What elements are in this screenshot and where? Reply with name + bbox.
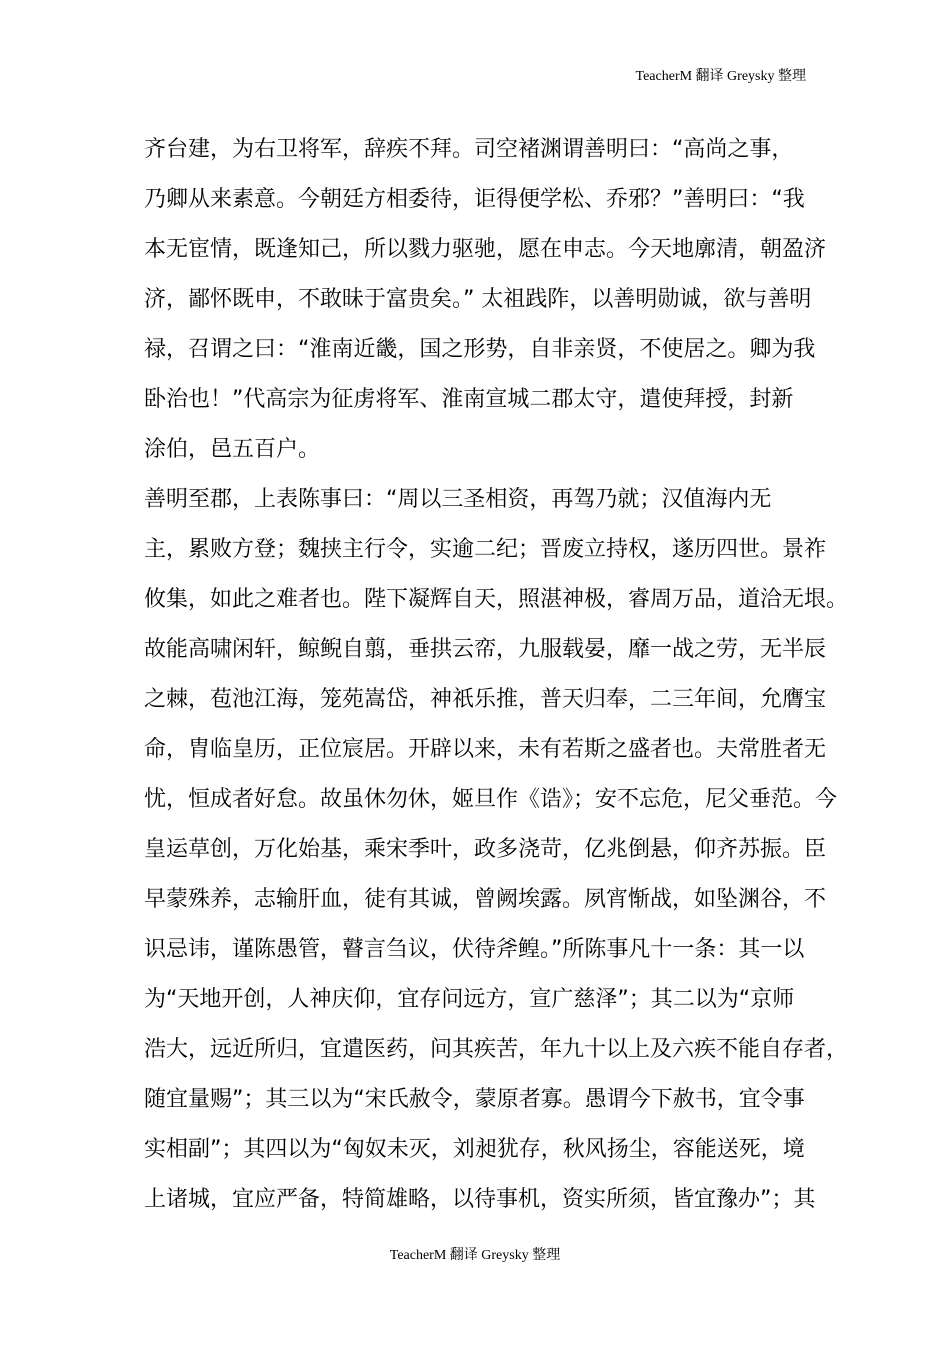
- text-line: 实相副”；其四以为“匈奴未灭，刘昶犹存，秋风扬尘，容能送死，境: [144, 1137, 805, 1162]
- text-line: 乃卿从来素意。今朝廷方相委待，讵得便学松、乔邪？”善明曰：“我: [144, 187, 805, 212]
- text-line: 主，累败方登；魏挟主行令，实逾二纪；晋废立持权，遂历四世。景祚: [144, 537, 827, 562]
- page-footer: TeacherM 翻译 Greysky 整理: [389, 1248, 561, 1263]
- paragraph-1: [144, 125, 827, 475]
- page-header: TeacherM 翻译 Greysky 整理: [635, 69, 806, 84]
- text-line: 为“天地开创，人神庆仰，宜存问远方，宣广慈泽”；其二以为“京师: [144, 987, 795, 1012]
- text-line: 上诸城，宜应严备，特简雄略，以待事机，资实所须，皆宜豫办”；其: [144, 1187, 816, 1212]
- paragraph-2: [144, 475, 849, 1225]
- text-line: 济，鄙怀既申，不敢昧于富贵矣。” 太祖践阼，以善明勋诚，欲与善明: [144, 287, 812, 312]
- text-line: 随宜量赐”；其三以为“宋氏赦令，蒙原者寡。愚谓今下赦书，宜令事: [144, 1087, 805, 1112]
- text-line: 皇运草创，万化始基，乘宋季叶，政多浇苛，亿兆倒悬，仰齐苏振。臣: [144, 837, 827, 862]
- text-line: 早蒙殊养，志输肝血，徒有其诚，曾阙埃露。夙宵惭战，如坠渊谷，不: [144, 887, 827, 912]
- text-line: 之棘，苞池江海，笼苑嵩岱，神祇乐推，普天归奉，二三年间，允膺宝: [144, 687, 827, 712]
- text-line: 浩大，远近所归，宜遣医药，问其疾苦，年九十以上及六疾不能自存者，: [144, 1037, 849, 1062]
- text-line: 齐台建，为右卫将军，辞疾不拜。司空褚渊谓善明曰：“高尚之事，: [144, 137, 794, 162]
- text-line: 攸集，如此之难者也。陛下凝辉自天，照湛神极，睿周万品，道洽无垠。: [144, 587, 849, 612]
- document-body: [144, 125, 849, 1225]
- text-line: 忧，恒成者好怠。故虽休勿休，姬旦作《诰》；安不忘危，尼父垂范。今: [144, 787, 838, 812]
- text-line: 命，胄临皇历，正位宸居。开辟以来，未有若斯之盛者也。夫常胜者无: [144, 737, 827, 762]
- text-line: 涂伯，邑五百户。: [144, 437, 321, 462]
- text-line: 善明至郡，上表陈事曰：“周以三圣相资，再驾乃就；汉值海内无: [144, 487, 772, 512]
- text-line: 故能高啸闲轩，鲸鲵自翦，垂拱云帟，九服载晏，靡一战之劳，无半辰: [144, 637, 827, 662]
- text-line: 禄，召谓之曰：“淮南近畿，国之形势，自非亲贤，不使居之。卿为我: [144, 337, 816, 362]
- text-line: 本无宦情，既逢知己，所以戮力驱驰，愿在申志。今天地廓清，朝盈济: [144, 237, 827, 262]
- text-line: 识忌讳，谨陈愚管，瞽言刍议，伏待斧鳇。”所陈事凡十一条：其一以: [144, 937, 805, 962]
- text-line: 卧治也！”代高宗为征虏将军、淮南宣城二郡太守，遣使拜授，封新: [144, 387, 794, 412]
